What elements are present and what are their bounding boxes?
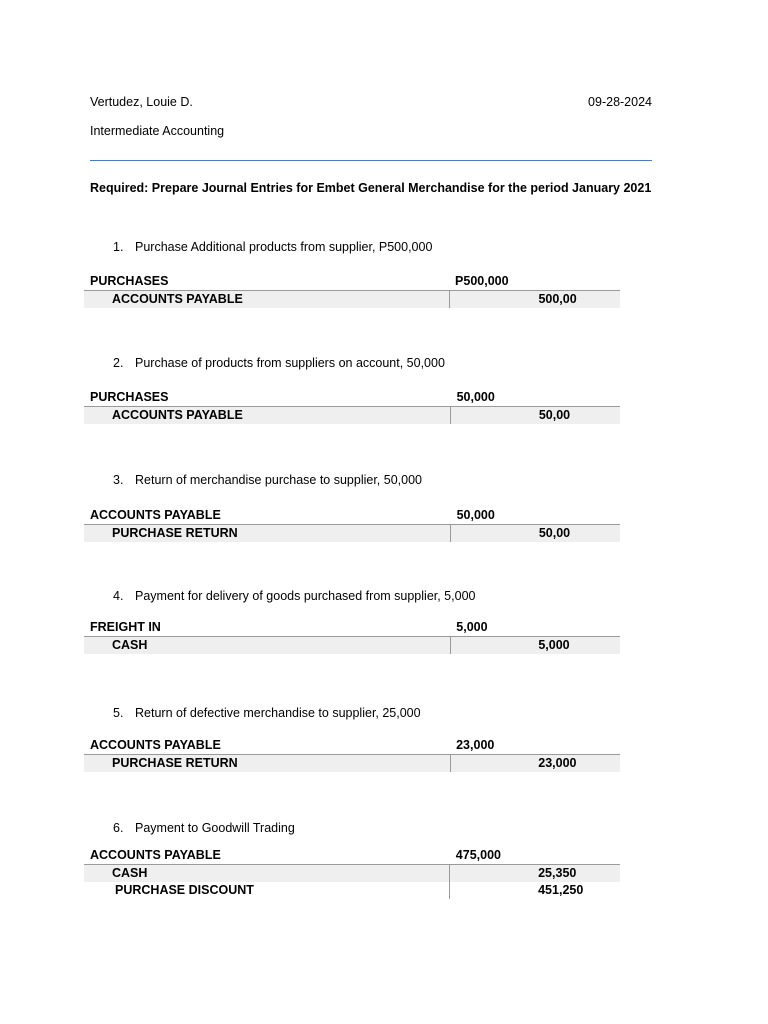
credit-row [84, 525, 620, 543]
journal-entry-table [84, 847, 620, 899]
entry-number: 2. [113, 356, 124, 370]
debit-amount: P500,000 [449, 273, 538, 291]
credit-row [84, 637, 620, 655]
debit-row [84, 273, 620, 291]
entry-description-text: Return of defective merchandise to supplier, 25,000 [135, 706, 421, 720]
debit-account: PURCHASES [84, 389, 451, 407]
debit-row [84, 619, 620, 637]
credit-row [84, 882, 620, 899]
entry-number: 5. [113, 706, 124, 720]
entry-number: 3. [113, 473, 124, 487]
journal-entry-table [84, 737, 620, 772]
credit-row [84, 407, 620, 425]
credit-amount: 500,00 [538, 291, 620, 309]
credit-row [84, 291, 620, 309]
debit-amount: 50,000 [451, 389, 539, 407]
entry-number: 4. [113, 589, 124, 603]
journal-entry-table [84, 619, 620, 654]
debit-amount: 475,000 [450, 847, 538, 865]
journal-entry-table [84, 389, 620, 424]
entry-description [113, 240, 432, 254]
credit-account: PURCHASE DISCOUNT [84, 882, 450, 899]
entry-description [113, 589, 475, 603]
header-divider [90, 160, 652, 161]
debit-row [84, 389, 620, 407]
entry-description [113, 821, 295, 835]
credit-account: ACCOUNTS PAYABLE [84, 291, 449, 309]
debit-account: ACCOUNTS PAYABLE [84, 737, 450, 755]
debit-amount: 5,000 [450, 619, 538, 637]
credit-account: CASH [84, 637, 450, 655]
debit-row [84, 847, 620, 865]
debit-account: ACCOUNTS PAYABLE [84, 847, 450, 865]
credit-amount: 50,00 [539, 525, 620, 543]
student-name: Vertudez, Louie D. [90, 95, 193, 109]
debit-row [84, 507, 620, 525]
debit-amount: 23,000 [450, 737, 538, 755]
debit-account: ACCOUNTS PAYABLE [84, 507, 451, 525]
credit-account: CASH [84, 865, 450, 883]
credit-amount: 451,250 [538, 882, 620, 899]
entry-description [113, 356, 445, 370]
credit-account: ACCOUNTS PAYABLE [84, 407, 451, 425]
entry-description [113, 706, 421, 720]
entry-description-text: Payment for delivery of goods purchased from supplier, 5,000 [135, 589, 476, 603]
debit-amount: 50,000 [451, 507, 539, 525]
entry-number: 6. [113, 821, 124, 835]
entry-number: 1. [113, 240, 124, 254]
debit-account: PURCHASES [84, 273, 449, 291]
credit-row [84, 865, 620, 883]
entry-description [113, 473, 422, 487]
debit-row [84, 737, 620, 755]
requirement-text: Required: Prepare Journal Entries for Embet General Merchandise for the period January 2021 [90, 181, 652, 195]
journal-entry-table [84, 507, 620, 542]
debit-account: FREIGHT IN [84, 619, 450, 637]
credit-amount: 50,00 [539, 407, 620, 425]
entry-description-text: Purchase Additional products from supplier, P500,000 [135, 240, 433, 254]
credit-account: PURCHASE RETURN [84, 755, 450, 773]
entry-description-text: Return of merchandise purchase to supplier, 50,000 [135, 473, 422, 487]
credit-row [84, 755, 620, 773]
credit-amount: 25,350 [538, 865, 620, 883]
credit-amount: 5,000 [538, 637, 620, 655]
entry-description-text: Purchase of products from suppliers on account, 50,000 [135, 356, 445, 370]
credit-account: PURCHASE RETURN [84, 525, 451, 543]
document-date: 09-28-2024 [588, 95, 652, 109]
credit-amount: 23,000 [538, 755, 620, 773]
course-title: Intermediate Accounting [90, 124, 225, 138]
entry-description-text: Payment to Goodwill Trading [135, 821, 295, 835]
journal-entry-table [84, 273, 620, 308]
